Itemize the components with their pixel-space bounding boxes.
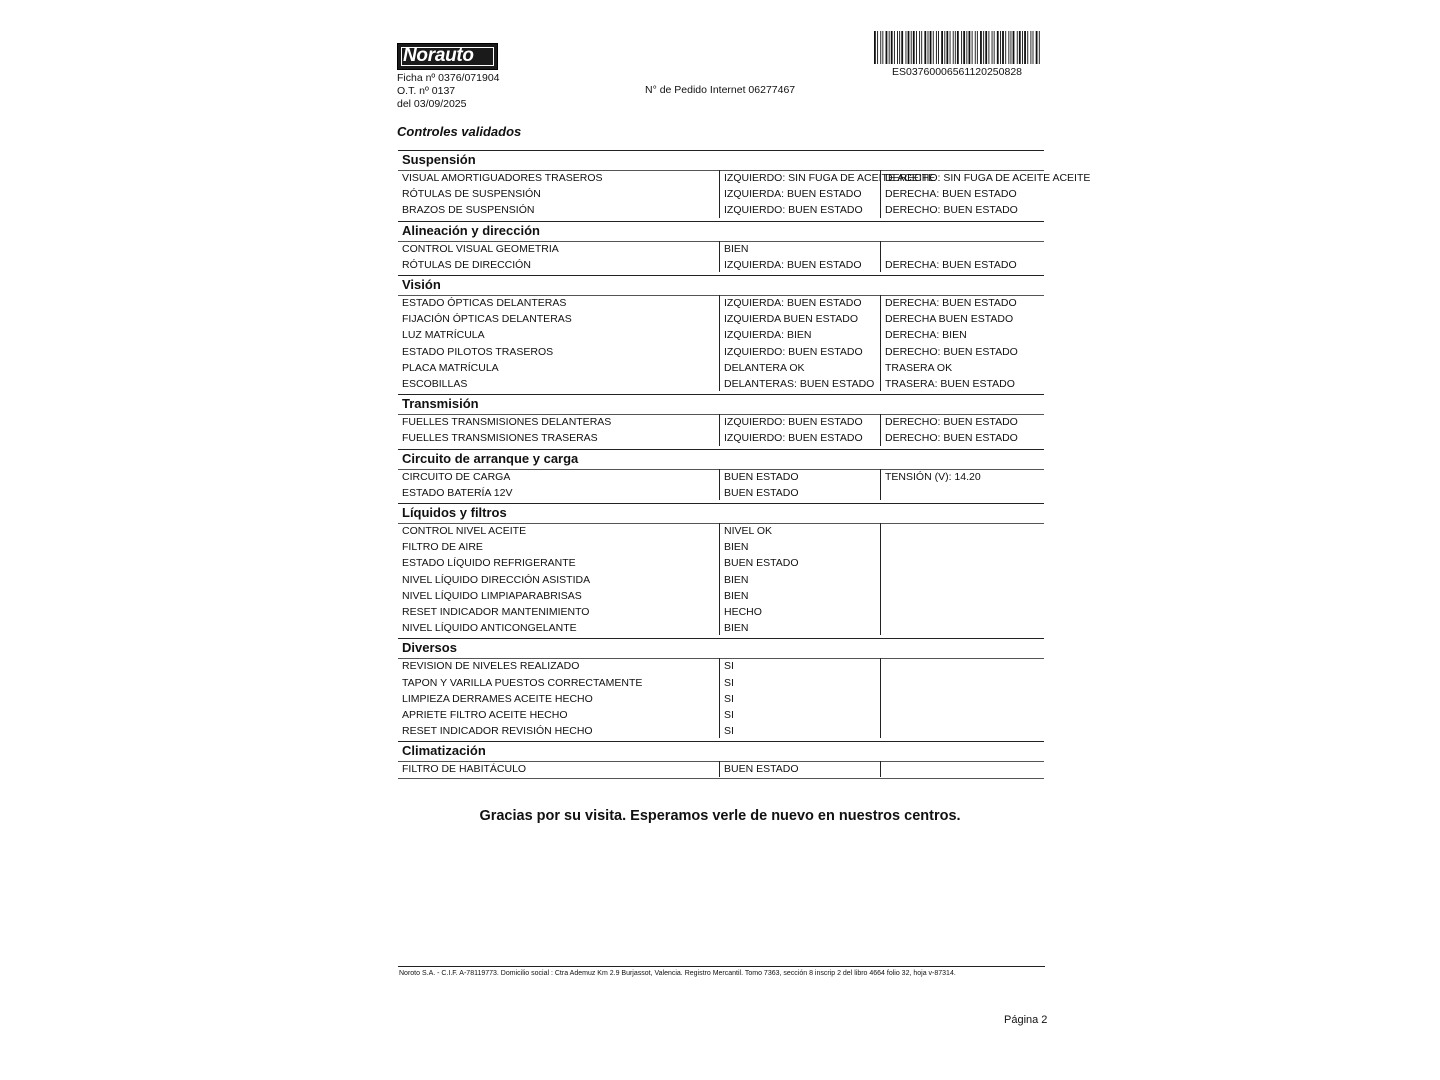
- column-divider: [880, 241, 881, 272]
- column-divider: [719, 414, 720, 445]
- ficha-number: Ficha nº 0376/071904: [397, 72, 500, 84]
- barcode-bar: [961, 31, 962, 64]
- row-label: CONTROL VISUAL GEOMETRIA: [402, 242, 559, 255]
- barcode-bar: [950, 31, 951, 64]
- row-value-right: TRASERA: BUEN ESTADO: [885, 378, 1015, 390]
- column-divider: [719, 469, 720, 500]
- barcode-bar: [1011, 31, 1012, 64]
- row-label: FIJACIÓN ÓPTICAS DELANTERAS: [402, 313, 572, 326]
- section-title: Climatización: [402, 743, 486, 759]
- barcode-bar: [919, 31, 920, 64]
- section-top-line: [398, 741, 1044, 742]
- row-value-left: IZQUIERDO: SIN FUGA DE ACEITE ACEITE: [724, 172, 936, 184]
- page-subtitle: Controles validados: [397, 124, 522, 139]
- barcode-bar: [963, 31, 965, 64]
- column-divider: [719, 170, 720, 218]
- row-value-left: IZQUIERDO: BUEN ESTADO: [724, 204, 863, 217]
- barcode-bar: [921, 31, 922, 64]
- barcode-bar: [901, 31, 903, 64]
- row-value-left: IZQUIERDA: BUEN ESTADO: [724, 188, 862, 201]
- barcode-bar: [913, 31, 915, 64]
- row-label: CONTROL NIVEL ACEITE: [402, 525, 527, 537]
- barcode-bar: [933, 31, 934, 64]
- column-divider: [880, 295, 881, 391]
- section-top-line: [398, 275, 1044, 276]
- barcode-bar: [1008, 31, 1009, 64]
- order-number: N° de Pedido Internet 06277467: [645, 84, 796, 96]
- row-value-right: TENSIÓN (V): 14.20: [885, 470, 981, 483]
- row-value-left: BUEN ESTADO: [724, 763, 799, 776]
- row-label: FILTRO DE HABITÁCULO: [402, 763, 527, 776]
- barcode-bar: [1022, 31, 1023, 64]
- footer-divider: [398, 966, 1045, 967]
- row-label: VISUAL AMORTIGUADORES TRASEROS: [402, 172, 603, 184]
- row-value-left: SI: [724, 725, 734, 738]
- barcode-bar: [899, 31, 900, 64]
- barcode-bar: [946, 31, 948, 64]
- row-label: LIMPIEZA DERRAMES ACEITE HECHO: [402, 692, 593, 705]
- legal-footer: Noroto S.A. - C.I.F. A-78119773. Domicilio social : Ctra Ademuz Km 2.9 Burjassot, Valencia. Registro Mercantil. Tomo 7363, sección 8 inscrip 2 del libro 4664 folio 32, hoja v-87314.: [399, 970, 956, 977]
- section-header-line: [398, 658, 1044, 659]
- barcode-bar: [938, 31, 939, 64]
- barcode-bar: [980, 31, 982, 64]
- table-bottom-line: [398, 778, 1044, 779]
- row-value-right: DERECHO: BUEN ESTADO: [885, 345, 1018, 358]
- row-value-left: DELANTERAS: BUEN ESTADO: [724, 378, 875, 390]
- column-divider: [719, 295, 720, 391]
- row-value-left: SI: [724, 692, 734, 705]
- section-header-line: [398, 241, 1044, 242]
- section-top-line: [398, 503, 1044, 504]
- barcode-bar: [908, 31, 910, 64]
- row-label: APRIETE FILTRO ACEITE HECHO: [402, 709, 568, 721]
- barcode-bar: [988, 31, 989, 64]
- barcode-bar: [1033, 31, 1034, 64]
- row-value-left: IZQUIERDO: BUEN ESTADO: [724, 416, 863, 429]
- barcode-bar: [1013, 31, 1015, 64]
- row-value-left: IZQUIERDA: BIEN: [724, 329, 812, 342]
- row-value-left: BIEN: [724, 589, 749, 602]
- row-label: FILTRO DE AIRE: [402, 541, 483, 554]
- page-number: Página 2: [1004, 1014, 1048, 1026]
- barcode-bar: [941, 31, 943, 64]
- barcode-bar: [1036, 31, 1038, 64]
- row-value-right: DERECHA: BUEN ESTADO: [885, 188, 1017, 201]
- row-value-left: SI: [724, 709, 734, 721]
- row-value-right: TRASERA OK: [885, 361, 953, 374]
- barcode-bar: [894, 31, 895, 64]
- barcode-bar: [911, 31, 912, 64]
- column-divider: [880, 469, 881, 500]
- column-divider: [719, 761, 720, 776]
- column-divider: [880, 658, 881, 738]
- row-value-left: BUEN ESTADO: [724, 486, 799, 499]
- barcode-bar: [889, 31, 890, 64]
- row-value-left: BUEN ESTADO: [724, 470, 799, 483]
- row-value-left: DELANTERA OK: [724, 361, 805, 374]
- row-value-left: SI: [724, 676, 734, 689]
- row-label: ESTADO LÍQUIDO REFRIGERANTE: [402, 557, 576, 570]
- row-value-left: IZQUIERDO: BUEN ESTADO: [724, 432, 863, 445]
- barcode-bar: [955, 31, 956, 64]
- column-divider: [880, 761, 881, 776]
- row-label: RESET INDICADOR REVISIÓN HECHO: [402, 725, 593, 738]
- barcode-bar: [997, 31, 999, 64]
- row-label: REVISION DE NIVELES REALIZADO: [402, 660, 580, 673]
- barcode-bar: [877, 31, 878, 64]
- section-title: Suspensión: [402, 152, 476, 167]
- row-label: BRAZOS DE SUSPENSIÓN: [402, 204, 535, 217]
- section-top-line: [398, 449, 1044, 450]
- row-value-right: DERECHO: BUEN ESTADO: [885, 204, 1018, 217]
- barcode-bar: [972, 31, 973, 64]
- section-title: Circuito de arranque y carga: [402, 450, 579, 466]
- barcode-bar: [1017, 31, 1018, 64]
- row-value-left: IZQUIERDA: BUEN ESTADO: [724, 258, 862, 271]
- row-label: LUZ MATRÍCULA: [402, 329, 485, 342]
- column-divider: [880, 414, 881, 445]
- row-value-left: IZQUIERDA BUEN ESTADO: [724, 313, 858, 326]
- column-divider: [719, 523, 720, 635]
- barcode-bar: [891, 31, 893, 64]
- row-value-left: BIEN: [724, 242, 749, 255]
- column-divider: [719, 658, 720, 738]
- row-label: NIVEL LÍQUIDO LIMPIAPARABRISAS: [402, 589, 582, 602]
- column-divider: [880, 170, 881, 218]
- barcode-image: [873, 31, 1041, 64]
- row-label: RÓTULAS DE SUSPENSIÓN: [402, 188, 541, 201]
- row-value-left: BIEN: [724, 541, 749, 554]
- section-title: Diversos: [402, 640, 457, 656]
- row-label: PLACA MATRÍCULA: [402, 361, 499, 374]
- barcode-bar: [977, 31, 978, 64]
- row-value-left: BIEN: [724, 573, 749, 586]
- row-label: ESTADO ÓPTICAS DELANTERAS: [402, 297, 567, 309]
- row-label: NIVEL LÍQUIDO ANTICONGELANTE: [402, 622, 577, 635]
- barcode-bar: [1027, 31, 1028, 64]
- barcode-bar: [880, 31, 881, 64]
- row-label: TAPON Y VARILLA PUESTOS CORRECTAMENTE: [402, 676, 643, 689]
- logo-text: Norauto: [403, 45, 474, 66]
- row-value-right: DERECHO: BUEN ESTADO: [885, 416, 1018, 429]
- row-value-right: DERECHA: BIEN: [885, 329, 967, 342]
- barcode-bar: [936, 31, 937, 64]
- column-divider: [880, 523, 881, 635]
- barcode-bar: [966, 31, 967, 64]
- thanks-message: Gracias por su visita. Esperamos verle de nuevo en nuestros centros.: [479, 808, 961, 824]
- row-value-left: NIVEL OK: [724, 525, 773, 537]
- section-header-line: [398, 295, 1044, 296]
- barcode-bar: [906, 31, 907, 64]
- row-label: RESET INDICADOR MANTENIMIENTO: [402, 606, 590, 618]
- barcode-bar: [916, 31, 917, 64]
- row-value-left: IZQUIERDO: BUEN ESTADO: [724, 345, 863, 358]
- barcode-bar: [1030, 31, 1031, 64]
- section-title: Alineación y dirección: [402, 222, 540, 238]
- norauto-logo: [397, 43, 498, 70]
- barcode-bar: [1019, 31, 1021, 64]
- row-label: FUELLES TRANSMISIONES DELANTERAS: [402, 416, 612, 429]
- row-value-right: DERECHO: SIN FUGA DE ACEITE ACEITE: [885, 172, 1091, 184]
- barcode-bar: [992, 31, 993, 64]
- document-date: del 03/09/2025: [397, 98, 467, 110]
- barcode-bar: [1024, 31, 1026, 64]
- row-value-left: HECHO: [724, 606, 762, 618]
- section-title: Visión: [402, 277, 441, 292]
- section-top-line: [398, 394, 1044, 395]
- row-value-right: DERECHA: BUEN ESTADO: [885, 297, 1017, 309]
- row-value-right: DERECHA: BUEN ESTADO: [885, 258, 1017, 271]
- barcode-bar: [882, 31, 883, 64]
- barcode-number: ES0376000656112025082​8: [891, 66, 1023, 78]
- row-label: ESTADO BATERÍA 12V: [402, 486, 513, 499]
- row-value-left: BUEN ESTADO: [724, 557, 799, 570]
- barcode-bar: [994, 31, 995, 64]
- section-title: Líquidos y filtros: [402, 505, 507, 520]
- row-value-left: SI: [724, 660, 734, 673]
- section-header-line: [398, 414, 1044, 415]
- barcode-bar: [897, 31, 898, 64]
- barcode-bar: [930, 31, 932, 64]
- row-value-right: DERECHO: BUEN ESTADO: [885, 432, 1018, 445]
- row-label: ESTADO PILOTOS TRASEROS: [402, 345, 554, 358]
- section-title: Transmisión: [402, 396, 479, 412]
- section-header-line: [398, 469, 1044, 470]
- barcode-bar: [953, 31, 954, 64]
- barcode-bar: [944, 31, 945, 64]
- row-label: RÓTULAS DE DIRECCIÓN: [402, 258, 531, 271]
- barcode-bar: [983, 31, 984, 64]
- barcode-bar: [975, 31, 976, 64]
- barcode-bar: [1039, 31, 1040, 64]
- barcode-bar: [1005, 31, 1006, 64]
- barcode-bar: [969, 31, 971, 64]
- column-divider: [719, 241, 720, 272]
- barcode-bar: [874, 31, 876, 64]
- ot-number: O.T. nº 0137: [397, 85, 456, 97]
- barcode-bar: [1000, 31, 1001, 64]
- section-header-line: [398, 523, 1044, 524]
- section-header-line: [398, 170, 1044, 171]
- barcode-bar: [928, 31, 929, 64]
- barcode-bar: [1002, 31, 1004, 64]
- row-label: FUELLES TRANSMISIONES TRASERAS: [402, 432, 598, 445]
- barcode-bar: [985, 31, 987, 64]
- barcode-bar: [924, 31, 926, 64]
- row-label: CIRCUITO DE CARGA: [402, 470, 511, 483]
- row-label: ESCOBILLAS: [402, 378, 468, 390]
- section-top-line: [398, 150, 1044, 151]
- row-value-left: IZQUIERDA: BUEN ESTADO: [724, 297, 862, 309]
- section-top-line: [398, 638, 1044, 639]
- barcode-bar: [886, 31, 888, 64]
- row-value-left: BIEN: [724, 622, 749, 635]
- row-value-right: DERECHA BUEN ESTADO: [885, 313, 1014, 326]
- section-top-line: [398, 221, 1044, 222]
- row-label: NIVEL LÍQUIDO DIRECCIÓN ASISTIDA: [402, 573, 591, 586]
- barcode-bar: [957, 31, 959, 64]
